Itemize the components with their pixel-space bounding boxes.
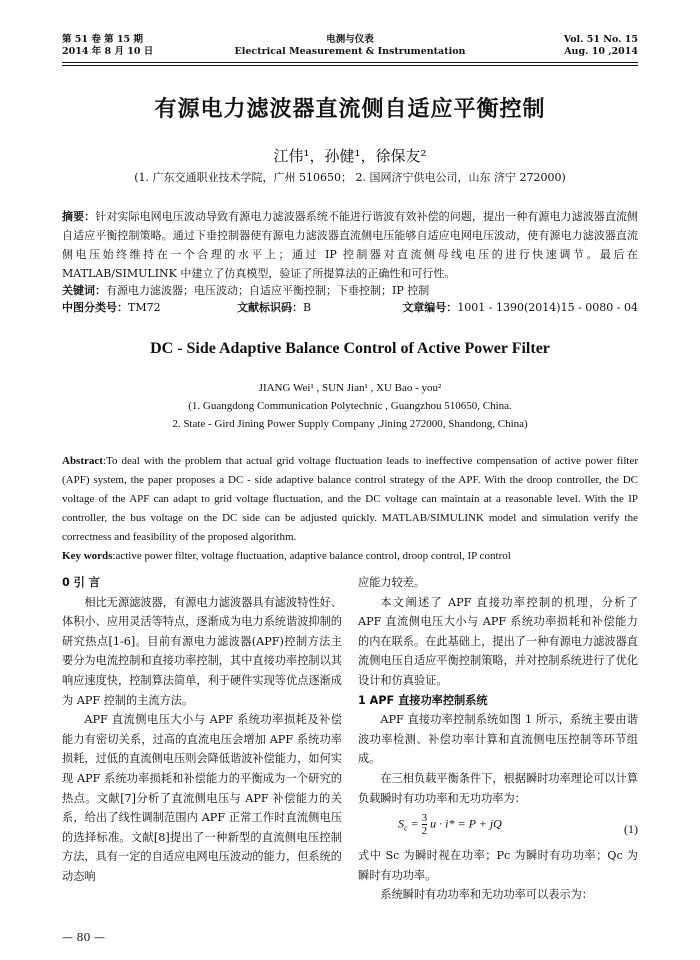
volume-en: Vol. 51 No. 15 (563, 34, 638, 45)
equation-number: (1) (624, 822, 638, 837)
section-heading-0: 0 引 言 (62, 576, 100, 589)
abstract-en-label: Abstract (62, 455, 103, 467)
paragraph-3: 应能力较差。 (358, 576, 426, 589)
clc-label: 中图分类号： (62, 301, 128, 314)
date-en: Aug. 10 ,2014 (564, 46, 638, 57)
keywords-cn-label: 关键词： (62, 284, 106, 297)
doc-label: 文献标识码： (237, 301, 303, 314)
equation-lhs: S (398, 816, 404, 831)
section-heading-1: 1 APF 直接功率控制系统 (358, 693, 488, 707)
affiliation-en-1: (1. Guangdong Communication Polytechnic , Guangzhou 510650, China. (188, 400, 512, 412)
journal-name-cn: 电测与仪表 (326, 34, 374, 45)
abstract-cn (62, 207, 638, 283)
equation-1 (358, 812, 638, 844)
paragraph-2: APF 直流侧电压大小与 APF 系统功率损耗及补偿能力有密切关系，过高的直流电压会增加 APF 系统功率损耗，过低的直流侧电压则会降低谐波补偿能力，如何实现 APF 系统功率损耗和补偿能力的平衡成为一个研究的热点。文献[7]分析了直流侧电压与 APF 补偿能力的关系，给出了线性调制范围内 APF 正常工作时直流侧电压的选择标准。文献[8]提出了一种新型的直流侧电压控制方法，具有一定的自适应电网电压波动的能力，但系统的动态响 (62, 713, 342, 883)
affiliation-cn: (1. 广东交通职业技术学院，广州 510650； 2. 国网济宁供电公司，山东 济宁 272000) (134, 171, 566, 184)
fraction-numerator: 3 (421, 812, 428, 825)
keywords-en-label: Key words (62, 550, 113, 562)
header-right (564, 34, 638, 58)
date-cn: 2014 年 8 月 10 日 (62, 46, 154, 57)
document-code (237, 299, 311, 317)
body-column-right (358, 573, 638, 905)
abstract-en (62, 452, 638, 547)
keywords-en (62, 547, 638, 565)
equation-rhs: u · i* = P + jQ (430, 816, 502, 831)
classification-line (62, 299, 638, 317)
volume-cn: 第 51 卷 第 15 期 (62, 34, 143, 45)
keywords-cn (62, 282, 638, 300)
paragraph-4: 本文阐述了 APF 直接功率控制的机理，分析了 APF 直流侧电压大小与 APF 系统功率损耗和补偿能力的内在联系。在此基础上，提出了一种有源电力滤波器直流侧电压自适应平衡控制策略，并对控制系统进行了优化设计和仿真验证。 (358, 595, 638, 687)
authors-en: JIANG Wei¹ , SUN Jian¹ , XU Bao - you² (258, 382, 442, 394)
keywords-en-text: :active power filter, voltage fluctuation, adaptive balance control, droop control, IP control (112, 550, 511, 562)
fraction-denominator: 2 (421, 825, 428, 838)
paragraph-7: 式中 Sc 为瞬时视在功率；Pc 为瞬时有功功率；Qc 为瞬时有功功率。 (358, 849, 638, 882)
running-header (62, 34, 638, 60)
header-rule-thick (62, 62, 638, 63)
header-center (62, 34, 638, 58)
abstract-en-text: :To deal with the problem that actual grid voltage fluctuation leads to ineffective compensation of active power filter (APF) system, the paper proposes a DC - side adaptive balance control strategy of the APF. With the droop controller, the DC voltage of the APF can adapt to grid voltage fluctuation, and the DC voltage can maintain at a reasonable level. With the IP controller, the bus voltage on the DC side can be adjusted quickly. MATLAB/SIMULINK model and simulation verify the correctness and feasibility of the proposed algorithm. (62, 455, 638, 543)
abstract-cn-label: 摘要： (62, 210, 96, 223)
article-value: 1001 - 1390(2014)15 - 0080 - 04 (457, 301, 638, 314)
body-column-left (62, 573, 342, 887)
paragraph-8: 系统瞬时有功功率和无功功率可以表示为： (380, 888, 593, 902)
doc-value: B (303, 301, 312, 314)
paragraph-5: APF 直接功率控制系统如图 1 所示，系统主要由谐波功率检测、补偿功率计算和直流侧电压控制等环节组成。 (358, 713, 638, 766)
clc-number (62, 299, 161, 317)
journal-name-en: Electrical Measurement & Instrumentation (234, 46, 466, 57)
abstract-cn-text: 针对实际电网电压波动导致有源电力滤波器系统不能进行谐波有效补偿的问题，提出一种有源电力滤波器直流侧自适应平衡控制策略。通过下垂控制器使有源电力滤波器直流侧电压能够自适应电网电压波动，使有源电力滤波器直流侧电压始终维持在一个合理的水平上；通过 IP 控制器对直流侧母线电压的进行快速调节。最后在 MATLAB/SIMULINK 中建立了仿真模型，验证了所提算法的正确性和可行性。 (62, 210, 639, 280)
header-rule-thin (62, 65, 638, 66)
article-number (402, 299, 638, 317)
authors-cn: 江伟¹，孙健¹，徐保友² (273, 147, 427, 165)
page-number: — 80 — (62, 931, 105, 944)
paragraph-6: 在三相负载平衡条件下，根据瞬时功率理论可以计算负载瞬时有功功率和无功功率为： (358, 771, 638, 805)
equation-expression: $S_c$ = $\frac{3}{2}$ u · i* = P + jQ (398, 812, 502, 838)
equation-fraction (422, 812, 428, 837)
clc-value: TM72 (128, 301, 161, 314)
paragraph-1: 相比无源滤波器，有源电力滤波器具有滤波特性好、体积小、应用灵活等特点，逐渐成为电力系统谐波抑制的研究热点[1-6]。目前有源电力滤波器(APF)控制方法主要分为电流控制和直接功率控制，其中直接功率控制以其响应速度快，控制算法简单，利于硬件实现等优点逐渐成为 APF 控制的主流方法。 (62, 595, 342, 707)
affiliation-en-2: 2. State - Gird Jining Power Supply Company ,Jining 272000, Shandong, China) (172, 418, 528, 430)
paper-title-cn: 有源电力滤波器直流侧自适应平衡控制 (154, 97, 546, 122)
paper-title-en: DC - Side Adaptive Balance Control of Active Power Filter (150, 340, 550, 357)
keywords-cn-text: 有源电力滤波器；电压波动；自适应平衡控制；下垂控制；IP 控制 (106, 284, 430, 297)
article-label: 文章编号： (402, 301, 458, 314)
